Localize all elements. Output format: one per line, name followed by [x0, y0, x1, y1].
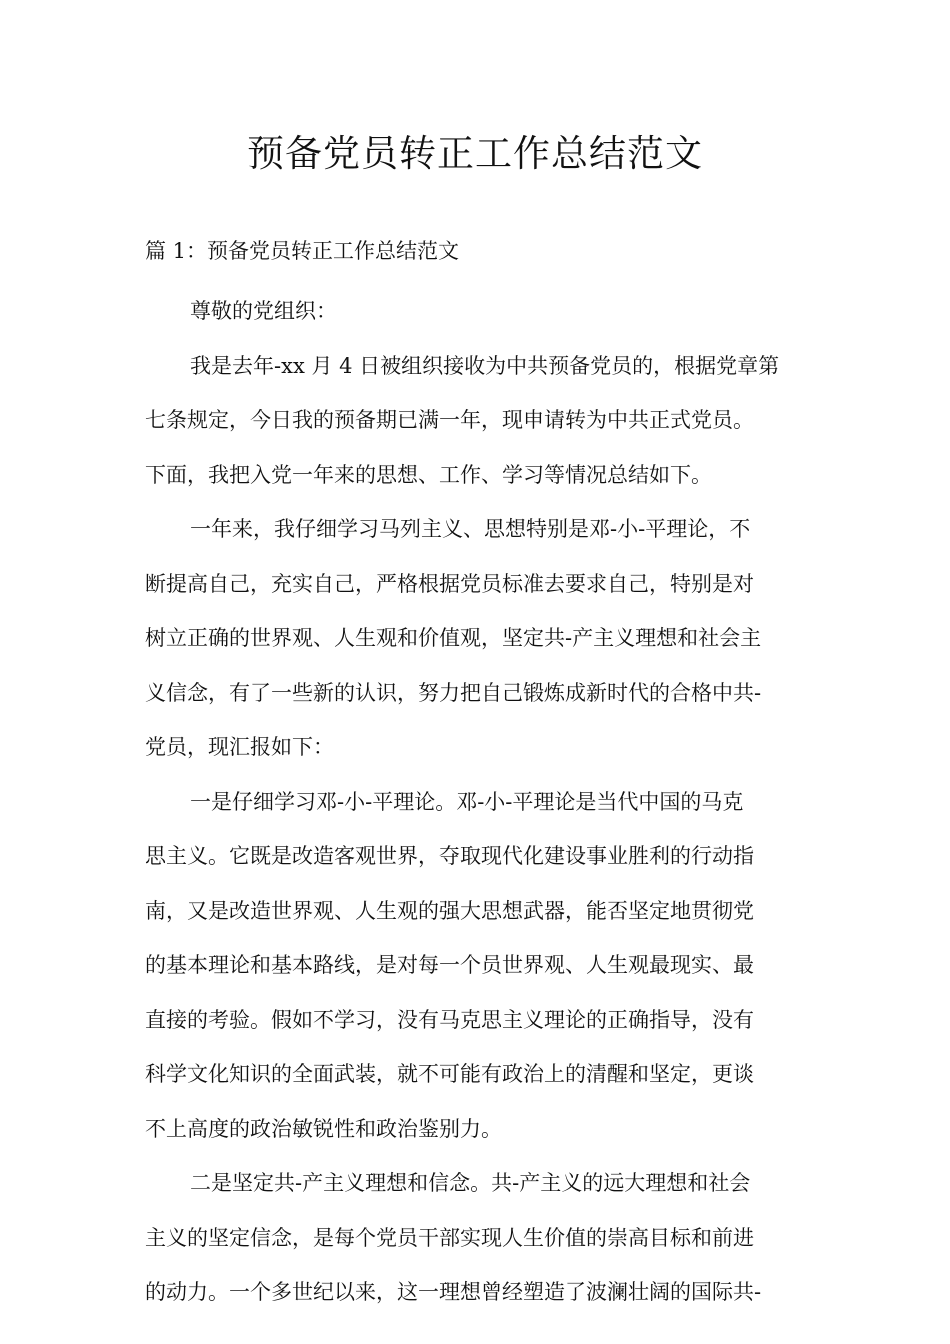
text-line: 不上高度的政治敏锐性和政治鉴别力。: [145, 1116, 502, 1141]
text-line: 义信念，有了一些新的认识，努力把自己锻炼成新时代的合格中共-: [145, 680, 762, 705]
text-line: 党员，现汇报如下：: [145, 735, 334, 759]
text-line: 一是仔细学习邓-小-平理论。邓-小-平理论是当代中国的马克: [190, 789, 744, 814]
text-line: 的基本理论和基本路线，是对每一个员世界观、人生观最现实、最: [145, 953, 754, 977]
text-line: 我是去年-xx 月 4 日被组织接收为中共预备党员的，根据党章第: [190, 353, 780, 378]
document-title: 预备党员转正工作总结范文: [247, 132, 703, 175]
text-line: 尊敬的党组织：: [190, 299, 337, 323]
text-line: 的动力。一个多世纪以来，这一理想曾经塑造了波澜壮阔的国际共-: [145, 1280, 762, 1304]
text-line: 一年来，我仔细学习马列主义、思想特别是邓-小-平理论，不: [190, 517, 751, 541]
text-line: 断提高自己，充实自己，严格根据党员标准去要求自己，特别是对: [145, 571, 754, 596]
text-line: 二是坚定共-产主义理想和信念。共-产主义的远大理想和社会: [190, 1171, 751, 1195]
text-line: 南，又是改造世界观、人生观的强大思想武器，能否坚定地贯彻党: [145, 898, 754, 923]
text-line: 思主义。它既是改造客观世界，夺取现代化建设事业胜利的行动指: [145, 844, 754, 868]
text-line: 树立正确的世界观、人生观和价值观，坚定共-产主义理想和社会主: [145, 626, 762, 650]
text-line: 下面，我把入党一年来的思想、工作、学习等情况总结如下。: [145, 462, 712, 487]
text-line: 直接的考验。假如不学习，没有马克思主义理论的正确指导，没有: [145, 1007, 754, 1032]
text-line: 科学文化知识的全面武装，就不可能有政治上的清醒和坚定，更谈: [145, 1062, 754, 1086]
text-line: 七条规定，今日我的预备期已满一年，现申请转为中共正式党员。: [145, 408, 754, 432]
document-body: [145, 284, 810, 1320]
text-line: 主义的坚定信念，是每个党员干部实现人生价值的崇高目标和前进: [145, 1225, 754, 1250]
document-subtitle: 篇 1：预备党员转正工作总结范文: [145, 239, 460, 263]
